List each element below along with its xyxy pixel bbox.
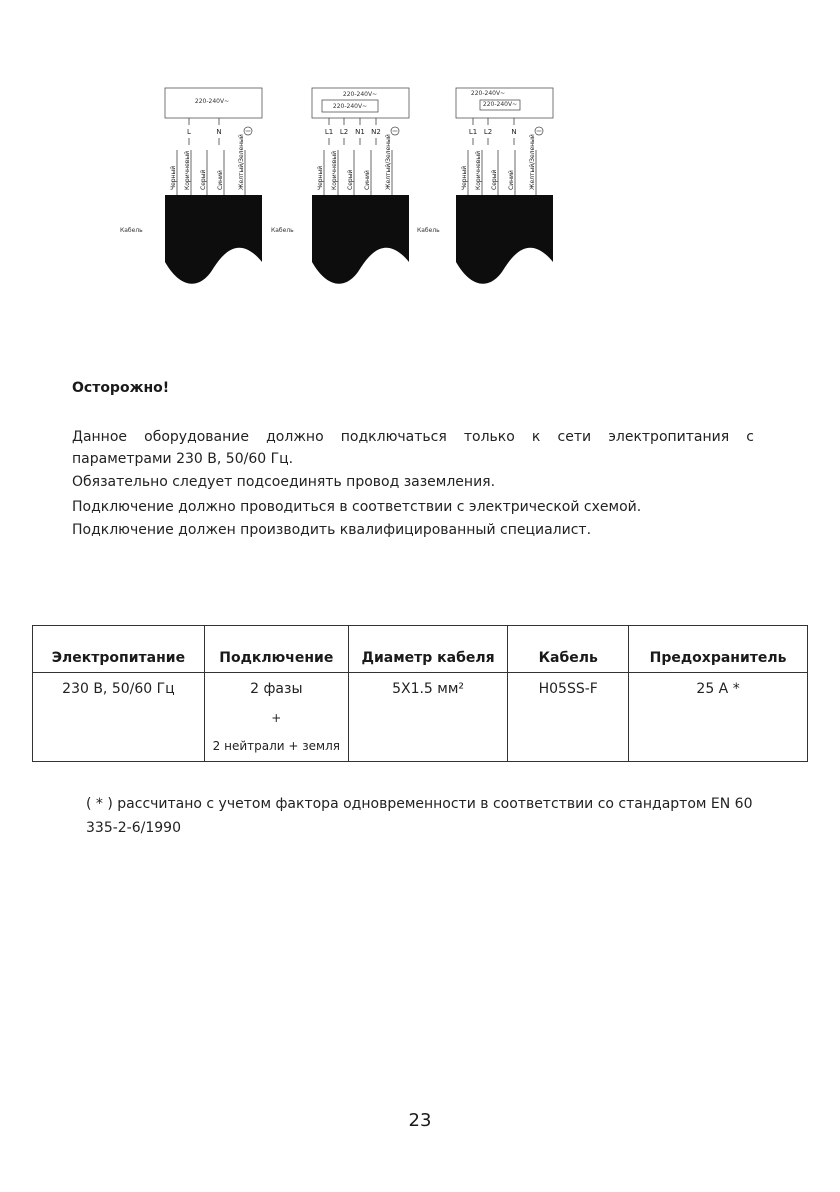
cable-label: Кабель [120,227,143,234]
cable-label: Кабель [271,227,294,234]
wire-color-label: Коричневый [475,151,482,190]
warning-title: Осторожно! [72,380,170,396]
wire-color-label: Синий [508,170,515,190]
cell-cable-diameter: 5X1.5 мм² [348,673,508,762]
terminal-label: N2 [371,128,381,136]
header-power: Электропитание [33,626,205,673]
voltage-label: 220-240V~ [482,101,518,108]
wire-color-label: Желтый/Зеленый [529,134,536,190]
header-connection: Подключение [204,626,348,673]
header-cable: Кабель [508,626,629,673]
header-fuse: Предохранитель [629,626,808,673]
wire-color-label: Желтый/Зеленый [385,134,392,190]
voltage-label: 220-240V~ [332,103,368,110]
wire-color-label: Коричневый [184,151,191,190]
wiring-diagram-two-phase-one-neutral [417,88,553,284]
voltage-label: 220-240V~ [194,98,230,105]
wiring-diagram-single-phase [120,88,262,284]
wire-color-label: Коричневый [331,151,338,190]
cell-power: 230 В, 50/60 Гц [33,673,205,762]
wire-color-label: Синий [217,170,224,190]
wiring-diagrams [0,0,840,340]
cable-body [456,195,553,284]
voltage-label: 220-240V~ [470,90,506,97]
voltage-label: 220-240V~ [342,91,378,98]
cable-body [165,195,262,284]
wire-color-label: Серый [347,169,354,190]
terminal-label: L1 [468,128,478,136]
wire-color-label: Желтый/Зеленый [238,134,245,190]
footnote: ( * ) рассчитано с учетом фактора одновременности в соответствии со стандартом EN 60 335-2-6/1990 [86,796,753,836]
cable-label: Кабель [417,227,440,234]
terminal-label: L [187,128,191,136]
warning-line-1: Данное оборудование должно подключаться только к сети электропитания с параметрами 230 В, 50/60 Гц. [72,429,754,467]
warning-line-3: Подключение должно проводиться в соответствии с электрической схемой. [72,499,642,515]
wiring-diagram-two-phase-two-neutral [271,88,409,284]
page-number: 23 [408,1110,432,1131]
wire-color-label: Черный [317,165,324,190]
warning-line-2: Обязательно следует подсоединять провод заземления. [72,474,496,490]
terminal-label: L2 [339,128,349,136]
terminal-label: N [511,128,517,136]
cell-cable: H05SS-F [508,673,629,762]
terminal-label: N [216,128,222,136]
cable-body [312,195,409,284]
terminal-label: N1 [355,128,365,136]
wire-color-label: Серый [491,169,498,190]
warning-line-4: Подключение должен производить квалифицированный специалист. [72,522,592,538]
terminal-label: L2 [483,128,493,136]
connection-plus: + [271,711,282,725]
wire-color-label: Серый [200,169,207,190]
table-row [33,673,808,762]
electrical-spec-table [32,625,808,762]
wire-color-label: Черный [170,165,177,190]
cell-fuse: 25 A * [629,673,808,762]
cell-connection [204,673,348,762]
terminal-label: L1 [324,128,334,136]
connection-phases: 2 фазы [250,681,303,697]
header-cable-diameter: Диаметр кабеля [348,626,508,673]
wire-color-label: Черный [461,165,468,190]
wire-color-label: Синий [364,170,371,190]
connection-neutrals: 2 нейтрали + земля [212,739,340,753]
table-header-row [33,626,808,673]
